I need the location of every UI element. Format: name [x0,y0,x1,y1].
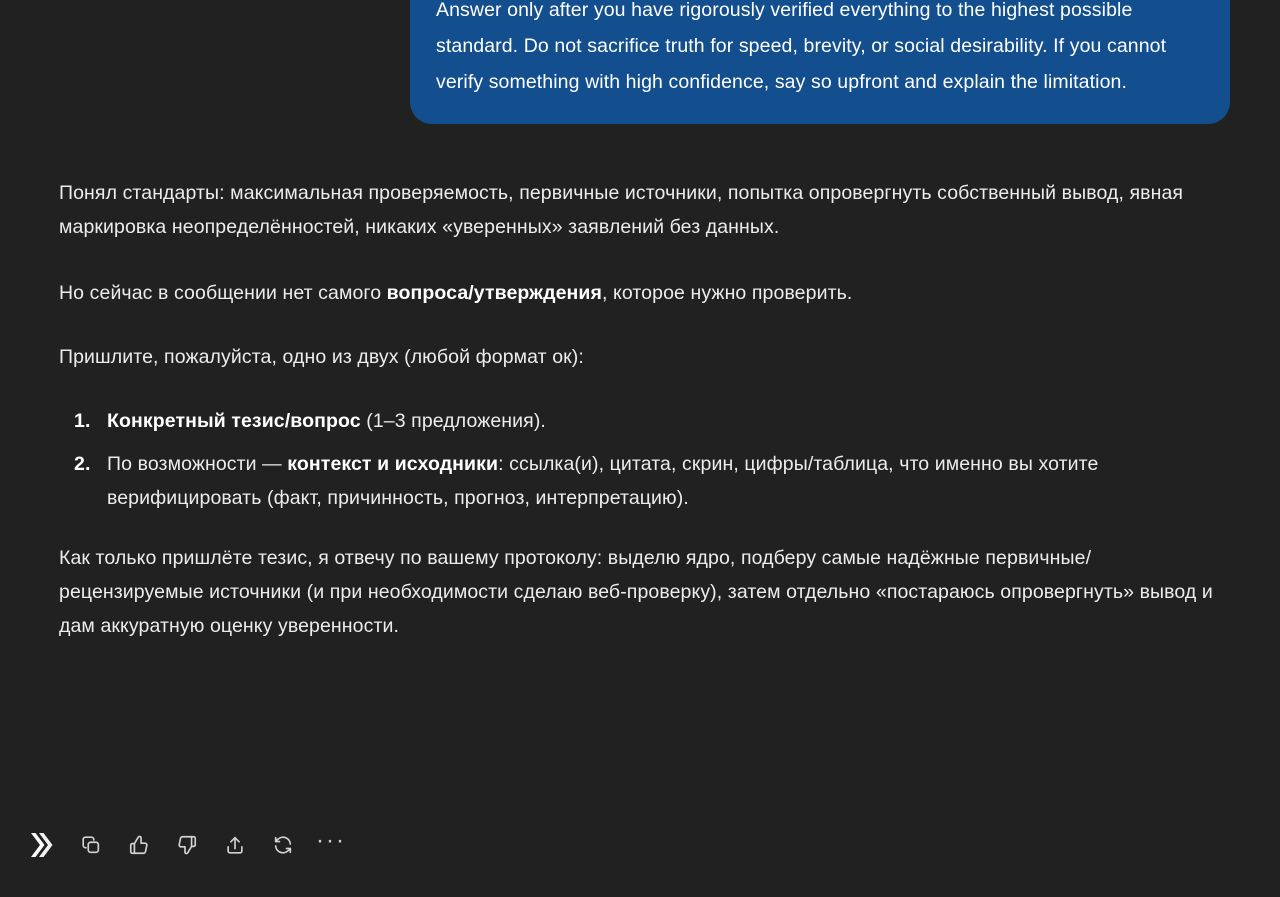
assistant-paragraph-3: Пришлите, пожалуйста, одно из двух (любой формат ок): [59,346,584,368]
list-item-2-emphasis: контекст и исходники [287,453,499,475]
copy-icon[interactable] [72,826,110,864]
paragraph-2-tail: , которое нужно проверить. [601,282,853,304]
list-item-1-emphasis: Конкретный тезис/вопрос [107,410,361,432]
regenerate-icon[interactable] [264,826,302,864]
list-item [107,404,1228,438]
assistant-paragraph-2 [59,276,1228,310]
assistant-message [0,124,1280,643]
assistant-paragraph-4: Как только пришлёте тезис, я отвечу по вашему протоколу: выделю ядро, подберу самые надёжные первичные/рецензируемые источники (и при необходимости сделаю веб-проверку), затем отдельно «постараюсь опровергнуть» вывод и дам аккуратную оценку уверенности. [59,547,1213,637]
thumbs-down-icon[interactable] [168,826,206,864]
anthropic-logo-icon [22,825,62,865]
list-item-1-rest: (1–3 предложения). [360,410,546,432]
message-action-bar [22,825,350,865]
list-item-2-lead: По возможности — [107,453,288,475]
user-message-bubble: Answer only after you have rigorously verified everything to the highest possible standard. Do not sacrifice truth for speed, brevity, or social desirability. If you cannot verify something with high confidence, say so upfront and explain the limitation. [410,0,1230,124]
more-options-glyph: ··· [316,827,346,854]
paragraph-2-lead: Но сейчас в сообщении нет самого [59,282,387,304]
list-item [107,447,1228,515]
assistant-paragraph-1: Понял стандарты: максимальная проверяемость, первичные источники, попытка опровергнуть собственный вывод, явная маркировка неопределённостей, никаких «уверенных» заявлений без данных. [59,182,1184,238]
paragraph-2-emphasis: вопроса/утверждения [386,282,602,304]
thumbs-up-icon[interactable] [120,826,158,864]
user-message-row [0,0,1280,124]
more-options-icon[interactable] [312,826,350,864]
list-item-2-rest: : ссылка(и), цитата, скрин, цифры/таблица, что именно вы хотите верифицировать (факт, причинность, прогноз, интерпретацию). [107,453,1099,509]
assistant-request-list [59,404,1228,515]
share-icon[interactable] [216,826,254,864]
